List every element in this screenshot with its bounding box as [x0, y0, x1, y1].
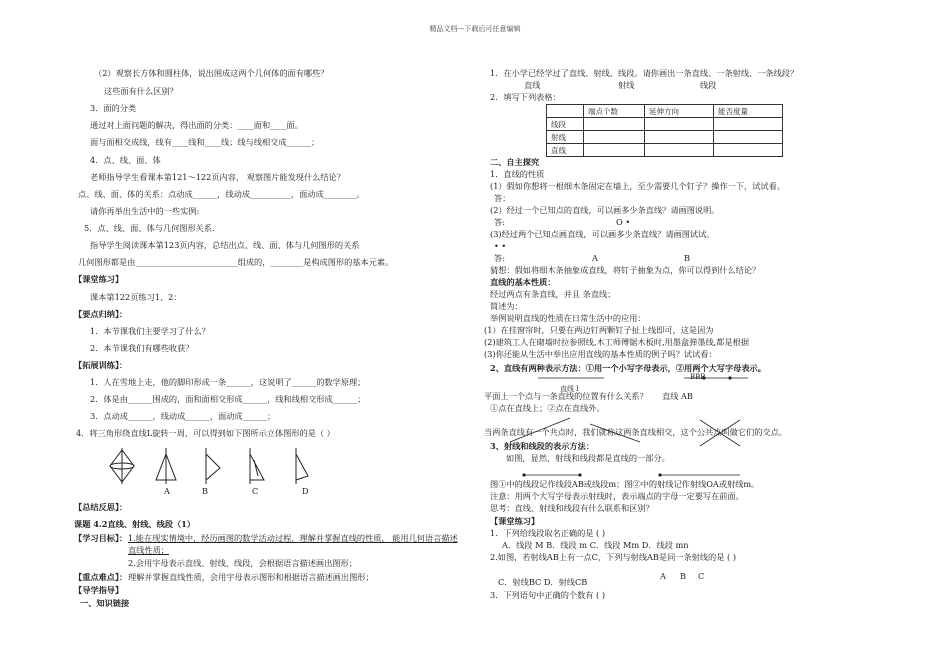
text-line: 1．本节课我们主要学习了什么？	[90, 326, 210, 336]
table-row	[547, 131, 783, 144]
text-line: C．射线BC D．射线CB	[498, 577, 588, 587]
table-cell	[547, 105, 584, 118]
table-cell[interactable]	[714, 144, 783, 157]
goal-text: 直线性质；	[128, 545, 169, 555]
text-line: 射线	[618, 80, 635, 90]
table-cell[interactable]	[645, 144, 714, 157]
table-cell[interactable]	[645, 118, 714, 131]
key-text: 理解并掌握直线性质，会用字母表示图形和根据语言描述画出图形；	[128, 572, 374, 582]
points: • •	[494, 241, 507, 251]
text-line: 2.如图，若射线AB上有一点C，下列与射线AB是同一条射线的是 ( )	[490, 552, 737, 562]
option-label: B	[202, 486, 209, 496]
figure-label: 直线 l	[560, 385, 579, 393]
text-line: 图①中的线段记作线段AB或线段m；图②中的射线记作射线OA或射线m。	[490, 479, 760, 489]
text-line: 2．填写下列表格：	[490, 92, 561, 102]
text-line: 注意：用两个大写字母表示射线时，表示端点的字母一定要写在前面。	[490, 491, 744, 501]
text-line: 2．本节课我们有哪些收获？	[90, 343, 194, 353]
table-cell: 线段	[547, 118, 584, 131]
table-header: 能否度量	[714, 105, 783, 118]
figure-label: 直线 AB	[662, 391, 693, 401]
text-line: 举例说明直线的性质在日常生活中的应用：	[490, 313, 646, 323]
key-label: 【重点难点】：	[74, 572, 128, 582]
section-heading: 【要点归纳】：	[74, 309, 128, 319]
text-line: 4．将三角形绕直线L旋转一周，可以得到如下图所示立体图形的是（ ）	[76, 428, 335, 438]
text-line: 5．点、线、面、体与几何图形关系.	[84, 223, 215, 233]
text-line: 思考：直线、射线和线段有什么联系和区别？	[490, 503, 654, 513]
option-label: D	[302, 486, 309, 496]
goal-text: 2.会用字母表示直线、射线、线段，会根据语言描述画出图形；	[128, 558, 357, 568]
text-line: 3．点动成______，线动成______，面动成______；	[90, 411, 276, 421]
text-line: (3)你还能从生活中举出应用直线的基本性质的例子吗？试试看：	[484, 349, 717, 359]
text-line: 请你再举出生活中的一些实例:	[90, 206, 200, 216]
text-line: 面与面相交成线，线有____线和____线；线与线相交成______；	[90, 137, 320, 147]
text-line: 3．下列语句中正确的个数有 ( )	[490, 590, 606, 600]
text-line: 指导学生阅读课本第123页内容，总结出点、线、面、体与几何图形的关系	[90, 240, 360, 250]
page-header: 精品文档---下载后可任意编辑	[429, 25, 521, 33]
table-cell[interactable]	[645, 131, 714, 144]
table-header: 端点个数	[584, 105, 645, 118]
text-line: A．线段 M B．线段 m C．线段 Mm D．线段 mn	[502, 540, 689, 550]
text-line: 这些面有什么区别？	[104, 86, 178, 96]
text-line: 通过对上面问题的解决，得出面的分类：____面和____面。	[90, 120, 303, 130]
text-line: 课本第122页练习1、2：	[90, 292, 182, 302]
text-line: 1．人在雪地上走，他的脚印形成一条______，这说明了______的数学原理；	[90, 377, 366, 387]
point-label: B	[684, 253, 691, 263]
text-line: (2）经过一个已知点的直线，可以画多少条直线？请画图说明。	[490, 205, 720, 215]
text-line: 2．体是由______围成的，面和面相交形成______，线和线相交形成______；	[90, 394, 366, 404]
section-heading: 【导学指导】	[74, 585, 124, 595]
text-line: 几何图形都是由_________________________组成的，________是构成图形的基本元素。	[78, 257, 394, 267]
text-line: 3、射线和线段的表示方法：	[490, 441, 594, 451]
table-row	[547, 144, 783, 157]
text-line: 经过两点有条直线，并且 条直线；	[490, 289, 616, 299]
point-label: C	[698, 571, 705, 581]
text-line: 4．点、线、面、体	[90, 155, 161, 165]
table-cell[interactable]	[584, 118, 645, 131]
point-label: A	[592, 253, 598, 263]
table-cell[interactable]	[584, 131, 645, 144]
text-line: (1）在挂窗帘时，只要在两边钉两颗钉子扯上线即可，这是因为	[484, 325, 714, 335]
text-line: 当两条直线有一个共点时，我们就称这两条直线相交，这个公共点叫做它们的交点。	[484, 427, 787, 437]
section-heading: 直线的基本性质：	[490, 277, 556, 287]
text-line: 平面上一个点与一条直线的位置有什么关系？	[484, 391, 648, 401]
text-line: 答:	[494, 217, 505, 227]
text-line: 线段	[700, 80, 717, 90]
section-heading: 一、知识链接	[80, 598, 130, 608]
text-line: 猜想：假如将细木条抽象成直线，将钉子抽象为点，你可以得到什么结论？	[490, 265, 761, 275]
table-cell[interactable]	[584, 144, 645, 157]
text-line: 答：	[494, 193, 511, 203]
option-label: A	[164, 486, 170, 496]
point-label: B	[680, 571, 687, 581]
text-line: (1）假如你想将一根细木条固定在墙上，至少需要几个钉子？操作一下，试试看。	[490, 181, 785, 191]
section-heading: 【课堂练习】	[490, 516, 540, 526]
text-line: 2、直线有两种表示方法：①用一个小写字母表示，②用两个大写字母表示。	[490, 363, 766, 373]
section-heading: 【课堂练习】	[74, 274, 124, 284]
table-cell[interactable]	[714, 131, 783, 144]
text-line: ①点在直线上；②点在直线外。	[490, 403, 605, 413]
table-cell[interactable]	[714, 118, 783, 131]
text-line: 1．下列给线段取名正确的是 ( )	[490, 528, 606, 538]
text-line: 直线	[524, 80, 541, 90]
point-o: O •	[616, 217, 631, 227]
text-line: (2)建筑工人在砌墙时拉参照线,木工师傅锯木板时,用墨盒弹墨线,都是根据	[484, 337, 750, 347]
text-line: (3)经过两个已知点画直线，可以画多少条直线？请画图试试。	[490, 229, 715, 239]
text-line: （2）观察长方体和圆柱体，说出围成这两个几何体的面有哪些？	[94, 68, 329, 78]
text-line: 1．直线的性质	[490, 169, 545, 179]
table-header: 延伸方向	[645, 105, 714, 118]
table-cell: 直线	[547, 144, 584, 157]
section-heading: 【拓展训练】：	[74, 360, 128, 370]
goal-label: 【学习目标】：	[74, 533, 128, 543]
text-line: 答:	[494, 253, 505, 263]
summary-table	[546, 104, 783, 157]
text-line: 如图，显然，射线和线段都是直线的一部分。	[506, 453, 670, 463]
goal-text: 1.能在现实情境中，经历画图的数学活动过程，理解并掌握直线的性质， 能用几何语言描述	[128, 533, 458, 543]
text-line: 1．在小学已经学过了直线、射线、线段。请你画出一条直线、一条射线、一条线段？	[490, 68, 799, 78]
option-label: C	[252, 486, 259, 496]
lesson-title: 课题 4.2直线、射线、线段（1）	[74, 519, 196, 529]
table-row	[547, 118, 783, 131]
text-line: 3．面的分类	[90, 103, 137, 113]
text-line: 点、线、面、体的关系：点动成______，线动成__________，面动成________。	[78, 189, 365, 199]
figure-label: BBB	[690, 373, 706, 381]
text-line: 简述为：	[490, 301, 523, 311]
section-heading: 【总结反思】：	[74, 502, 128, 512]
solid-figures	[100, 446, 330, 486]
table-row	[547, 105, 783, 118]
point-label: A	[660, 571, 666, 581]
table-cell: 射线	[547, 131, 584, 144]
section-heading: 二、自主探究	[490, 157, 540, 167]
text-line: 老师指导学生看课本第121～122页内容， 观察图片能发现什么结论？	[90, 172, 345, 182]
